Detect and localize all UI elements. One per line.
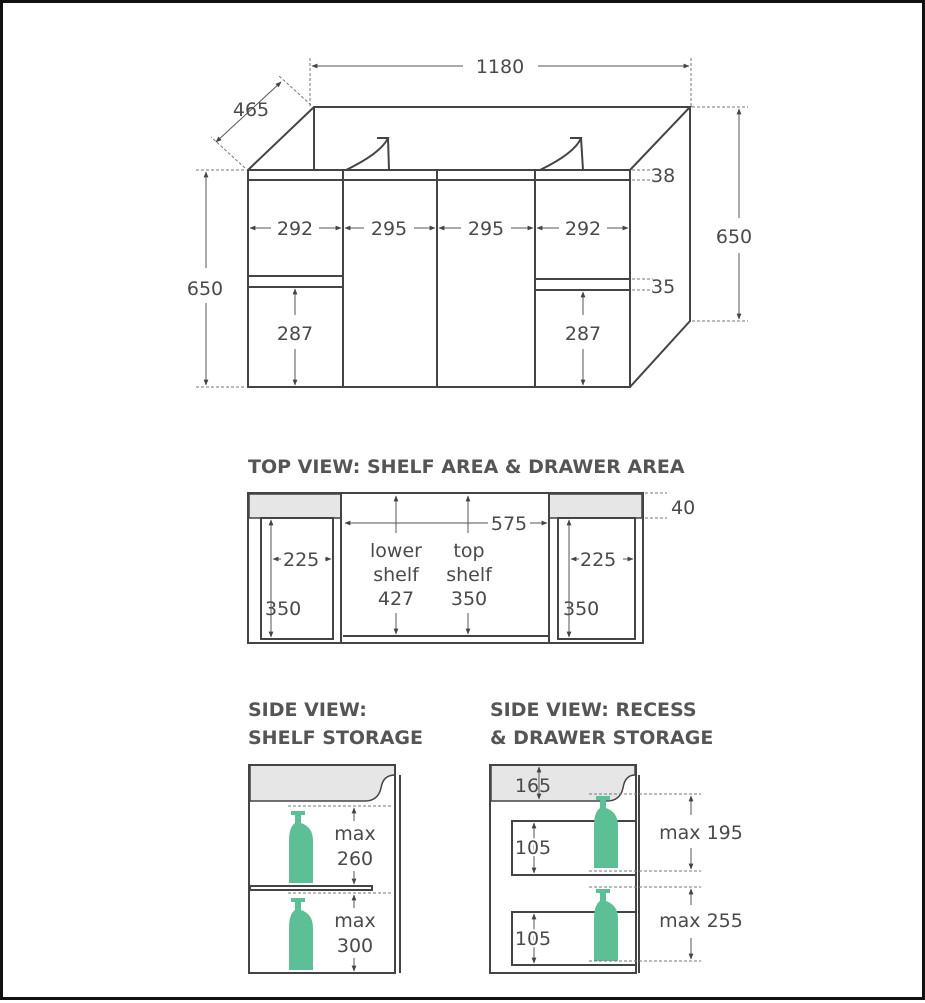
side-shelf-title: SHELF STORAGE xyxy=(248,727,423,749)
top-shelf-label: top xyxy=(453,540,485,562)
right-drawer-depth: 350 xyxy=(563,598,600,620)
width-2-label: 295 xyxy=(370,218,408,240)
upper-max-label: max 195 xyxy=(659,822,743,844)
drawing-line xyxy=(278,75,311,105)
right-drawer xyxy=(558,518,635,639)
tap-hole-icon xyxy=(346,138,389,170)
upper-max-label: max xyxy=(334,823,376,845)
right-drawer-width: 225 xyxy=(580,549,617,571)
bottle-icon xyxy=(289,811,313,883)
front-elevation xyxy=(187,56,752,387)
drawing-line xyxy=(249,494,341,518)
lower-shelf-label: lower xyxy=(370,540,422,562)
drawing-line xyxy=(491,765,635,801)
width-1-label: 292 xyxy=(276,218,314,240)
shelf-width-label: 575 xyxy=(490,513,528,535)
drawer-height-left: 287 xyxy=(276,323,314,345)
vanity-dimension-diagram xyxy=(3,3,925,1003)
depth-label: 465 xyxy=(232,99,270,121)
width-4-label: 292 xyxy=(564,218,602,240)
lower-shelf-label: shelf xyxy=(373,564,419,586)
height-left-label: 650 xyxy=(186,278,224,300)
shelf xyxy=(250,886,372,890)
lower-drawer-height: 105 xyxy=(514,928,552,950)
side-view-shelf xyxy=(248,699,423,973)
side-drawer-title: & DRAWER STORAGE xyxy=(490,727,714,749)
drawer-band-label: 35 xyxy=(651,276,676,298)
top-view xyxy=(248,456,695,643)
top-band-label: 38 xyxy=(651,165,676,187)
lower-max-label: max 255 xyxy=(659,910,743,932)
tap-hole-icon xyxy=(540,138,583,170)
top-view-title: TOP VIEW: SHELF AREA & DRAWER AREA xyxy=(248,456,685,478)
side-drawer-title: SIDE VIEW: RECESS xyxy=(490,699,697,721)
lower-shelf-value: 427 xyxy=(377,588,415,610)
bottle-icon xyxy=(594,889,618,961)
left-drawer-width: 225 xyxy=(283,549,320,571)
left-drawer-depth: 350 xyxy=(265,598,302,620)
bottle-icon xyxy=(289,898,313,970)
recess-label: 165 xyxy=(514,775,552,797)
top-shelf-value: 350 xyxy=(450,588,488,610)
band-label: 40 xyxy=(671,497,696,519)
drawing-line xyxy=(549,494,642,518)
side-shelf-title: SIDE VIEW: xyxy=(248,699,367,721)
upper-drawer-height: 105 xyxy=(514,837,552,859)
width-label: 1180 xyxy=(475,56,525,78)
cabinet-outline xyxy=(248,107,690,387)
height-right-label: 650 xyxy=(715,226,753,248)
side-view-drawer xyxy=(490,699,743,973)
upper-max-value: 260 xyxy=(336,848,374,870)
lower-max-value: 300 xyxy=(336,935,374,957)
top-shelf-label: shelf xyxy=(446,564,492,586)
bottle-icon xyxy=(594,796,618,868)
drawing-line xyxy=(250,765,395,801)
lower-max-label: max xyxy=(334,910,376,932)
left-drawer xyxy=(261,518,333,639)
width-3-label: 295 xyxy=(467,218,505,240)
drawer-height-right: 287 xyxy=(564,323,602,345)
